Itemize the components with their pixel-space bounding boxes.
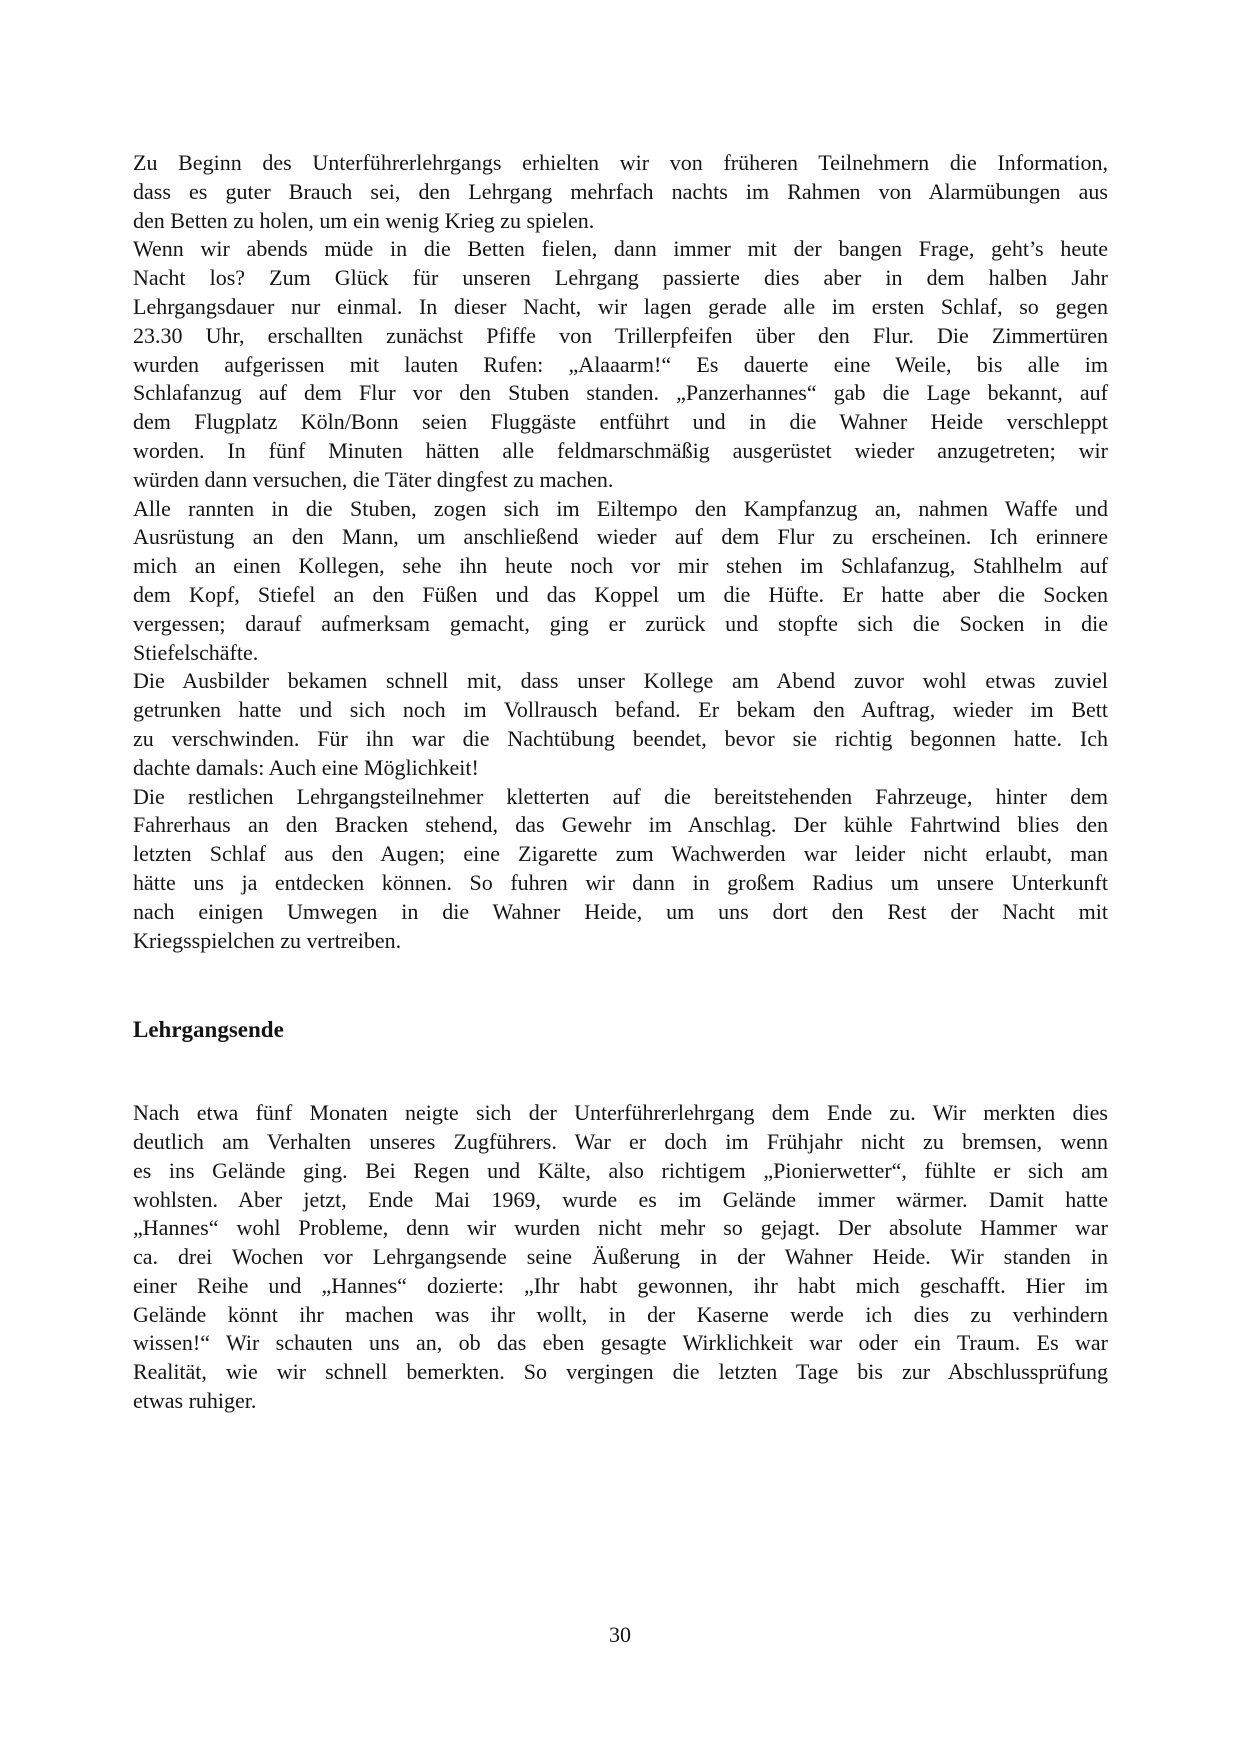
paragraph-line: 23.30 Uhr, erschallten zunächst Pfiffe von Trillerpfeifen über den Flur. Die Zimmertüren bbox=[133, 322, 1108, 348]
paragraph-line: Realität, wie wir schnell bemerkten. So vergingen die letzten Tage bis zur Abschlussprüfung bbox=[133, 1359, 1108, 1385]
paragraph bbox=[133, 783, 1108, 956]
paragraph bbox=[133, 1099, 1108, 1416]
paragraph bbox=[133, 667, 1108, 782]
paragraph-line: etwas ruhiger. bbox=[133, 1388, 257, 1414]
paragraph-line: einer Reihe und „Hannes“ dozierte: „Ihr habt gewonnen, ihr habt mich geschafft. Hier im bbox=[133, 1272, 1108, 1298]
paragraph-line: Nach etwa fünf Monaten neigte sich der Unterführerlehrgang dem Ende zu. Wir merkten dies bbox=[133, 1100, 1108, 1126]
paragraph-line: nach einigen Umwegen in die Wahner Heide, um uns dort den Rest der Nacht mit bbox=[133, 898, 1108, 924]
paragraph-line: Ausrüstung an den Mann, um anschließend wieder auf dem Flur zu erscheinen. Ich erinnere bbox=[133, 524, 1108, 550]
paragraph-line: worden. In fünf Minuten hätten alle feldmarschmäßig ausgerüstet wieder anzugetreten; wir bbox=[133, 437, 1108, 463]
text-column bbox=[133, 149, 1108, 1416]
paragraph bbox=[133, 149, 1108, 235]
paragraph bbox=[133, 495, 1108, 668]
paragraph-line: wurden aufgerissen mit lauten Rufen: „Alaaarm!“ Es dauerte eine Weile, bis alle im bbox=[133, 351, 1108, 377]
paragraph-line: letzten Schlaf aus den Augen; eine Zigarette zum Wachwerden war leider nicht erlaubt, man bbox=[133, 841, 1108, 867]
paragraph-line: Lehrgangsdauer nur einmal. In dieser Nacht, wir lagen gerade alle im ersten Schlaf, so gegen bbox=[133, 293, 1108, 319]
paragraph-line: Nacht los? Zum Glück für unseren Lehrgang passierte dies aber in dem halben Jahr bbox=[133, 265, 1108, 291]
paragraph-line: es ins Gelände ging. Bei Regen und Kälte, also richtigem „Pionierwetter“, fühlte er sich am bbox=[133, 1157, 1108, 1183]
paragraph-line: den Betten zu holen, um ein wenig Krieg zu spielen. bbox=[133, 207, 595, 233]
paragraph-line: mich an einen Kollegen, sehe ihn heute noch vor mir stehen im Schlafanzug, Stahlhelm auf bbox=[133, 553, 1108, 579]
paragraph-line: hätte uns ja entdecken können. So fuhren wir dann in großem Radius um unsere Unterkunft bbox=[133, 869, 1108, 895]
paragraph-line: würden dann versuchen, die Täter dingfest zu machen. bbox=[133, 466, 614, 492]
paragraph-line: Alle rannten in die Stuben, zogen sich im Eiltempo den Kampfanzug an, nahmen Waffe und bbox=[133, 495, 1108, 521]
paragraph-line: dem Kopf, Stiefel an den Füßen und das Koppel um die Hüfte. Er hatte aber die Socken bbox=[133, 581, 1108, 607]
paragraph-line: deutlich am Verhalten unseres Zugführers. War er doch im Frühjahr nicht zu bremsen, wenn bbox=[133, 1128, 1108, 1154]
paragraph-line: dem Flugplatz Köln/Bonn seien Fluggäste entführt und in die Wahner Heide verschleppt bbox=[133, 409, 1108, 435]
paragraph-line: Schlafanzug auf dem Flur vor den Stuben standen. „Panzerhannes“ gab die Lage bekannt, auf bbox=[133, 380, 1108, 406]
page-number: 30 bbox=[609, 1622, 631, 1647]
paragraph-line: Zu Beginn des Unterführerlehrgangs erhielten wir von früheren Teilnehmern die Information, bbox=[133, 150, 1108, 175]
paragraph-line: „Hannes“ wohl Probleme, denn wir wurden nicht mehr so gejagt. Der absolute Hammer war bbox=[133, 1215, 1108, 1241]
paragraph-line: Kriegsspielchen zu vertreiben. bbox=[133, 927, 402, 953]
paragraph-line: Fahrerhaus an den Bracken stehend, das Gewehr im Anschlag. Der kühle Fahrtwind blies den bbox=[133, 812, 1108, 838]
paragraph-line: Die restlichen Lehrgangsteilnehmer kletterten auf die bereitstehenden Fahrzeuge, hinter dem bbox=[133, 783, 1108, 809]
paragraph-line: dachte damals: Auch eine Möglichkeit! bbox=[133, 754, 479, 780]
paragraph-line: dass es guter Brauch sei, den Lehrgang mehrfach nachts im Rahmen von Alarmübungen aus bbox=[133, 178, 1108, 204]
paragraph bbox=[133, 235, 1108, 494]
paragraph-line: Stiefelschäfte. bbox=[133, 639, 259, 665]
paragraph-line: Gelände könnt ihr machen was ihr wollt, in der Kaserne werde ich dies zu verhindern bbox=[133, 1301, 1108, 1327]
paragraph-line: getrunken hatte und sich noch im Vollrausch befand. Er bekam den Auftrag, wieder im Bett bbox=[133, 697, 1108, 723]
paragraph-line: Wenn wir abends müde in die Betten fielen, dann immer mit der bangen Frage, geht’s heute bbox=[133, 236, 1108, 262]
section-heading: Lehrgangsende bbox=[133, 1017, 284, 1043]
paragraph-line: zu verschwinden. Für ihn war die Nachtübung beendet, bevor sie richtig begonnen hatte. Ich bbox=[133, 725, 1108, 751]
paragraph-line: ca. drei Wochen vor Lehrgangsende seine Äußerung in der Wahner Heide. Wir standen in bbox=[133, 1244, 1108, 1270]
paragraph-line: wohlsten. Aber jetzt, Ende Mai 1969, wurde es im Gelände immer wärmer. Damit hatte bbox=[133, 1186, 1108, 1212]
paragraph-line: wissen!“ Wir schauten uns an, ob das eben gesagte Wirklichkeit war oder ein Traum. Es war bbox=[133, 1330, 1108, 1356]
paragraph-line: Die Ausbilder bekamen schnell mit, dass unser Kollege am Abend zuvor wohl etwas zuviel bbox=[133, 668, 1108, 694]
paragraph-line: vergessen; darauf aufmerksam gemacht, ging er zurück und stopfte sich die Socken in die bbox=[133, 610, 1108, 636]
